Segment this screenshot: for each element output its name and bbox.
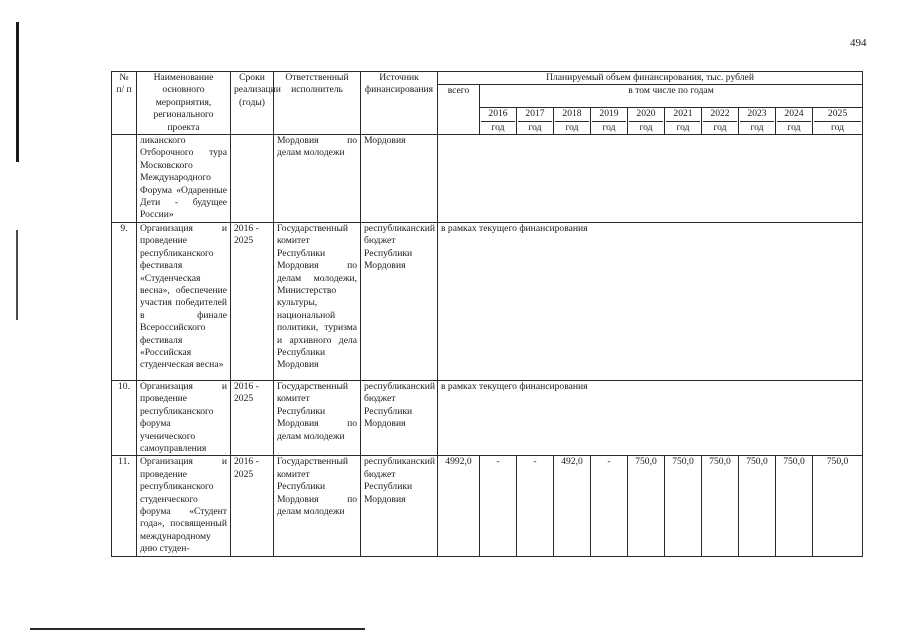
row-year-value: 750,0 [628, 456, 665, 556]
table-row-10 [112, 380, 863, 455]
year-number: 2019 [592, 108, 626, 121]
row-source: Мордовия [361, 135, 438, 223]
row-year-value: - [480, 456, 517, 556]
year-word: год [830, 121, 845, 133]
header-total: всего [438, 85, 480, 135]
row-source: республиканский бюджет Республики Мордовия [361, 222, 438, 380]
row-number [112, 135, 137, 223]
row-source: республиканский бюджет Республики Мордовия [361, 456, 438, 556]
year-number: 2023 [740, 108, 774, 121]
year-number: 2016 [481, 108, 515, 121]
year-number: 2020 [629, 108, 663, 121]
table-row-9 [112, 222, 863, 380]
row-total: 4992,0 [438, 456, 480, 556]
row-executor: Государственный комитет Республики Мордовия по делам молодежи, Министерство культуры, национальной политики, туризма и архивного дела Республики Мордовия [274, 222, 361, 380]
row-year-value: 750,0 [813, 456, 863, 556]
year-word: год [565, 121, 579, 133]
header-year [813, 108, 863, 135]
year-number: 2021 [666, 108, 700, 121]
header-source: Источник финансирования [361, 72, 438, 135]
row-year-value: 750,0 [665, 456, 702, 556]
row-year-value: 750,0 [776, 456, 813, 556]
row-executor: Государственный комитет Республики Мордовия по делам молодежи [274, 456, 361, 556]
year-number: 2024 [777, 108, 811, 121]
row-year-value: 750,0 [739, 456, 776, 556]
year-word: год [491, 121, 505, 133]
year-word: год [602, 121, 616, 133]
header-year [554, 108, 591, 135]
row-terms [231, 135, 274, 223]
year-word: год [713, 121, 727, 133]
header-year [480, 108, 517, 135]
row-executor: Мордовия по делам молодежи [274, 135, 361, 223]
header-year [517, 108, 554, 135]
header-year [702, 108, 739, 135]
row-source: республиканский бюджет Республики Мордовия [361, 380, 438, 455]
year-number: 2018 [555, 108, 589, 121]
row-name: ликанского Отборочного тура Московского Международного Форума «Одаренные Дети - будущее России» [137, 135, 231, 223]
row-year-value: - [591, 456, 628, 556]
header-row [112, 72, 863, 85]
footnote-rule [30, 628, 365, 630]
row-year-value: - [517, 456, 554, 556]
row-funding [438, 135, 863, 223]
row-number: 11. [112, 456, 137, 556]
row-name: Организация и проведение республиканского студенческого форума «Студент года», посвященный международному дню студен- [137, 456, 231, 556]
table-row-11 [112, 456, 863, 556]
header-funding: Планируемый объем финансирования, тыс. рублей [438, 72, 863, 85]
year-number: 2017 [518, 108, 552, 121]
row-executor: Государственный комитет Республики Мордовия по делам молодежи [274, 380, 361, 455]
header-by-years: в том числе по годам [480, 85, 863, 108]
header-executor: Ответственный исполнитель [274, 72, 361, 135]
row-number: 9. [112, 222, 137, 380]
scan-edge-mark [16, 22, 19, 162]
header-terms: Сроки реализации (годы) [231, 72, 274, 135]
header-no: № п/ п [112, 72, 137, 135]
table-row-continued [112, 135, 863, 223]
year-word: год [787, 121, 801, 133]
row-funding-note: в рамках текущего финансирования [438, 222, 863, 380]
year-number: 2025 [814, 108, 861, 121]
header-year [739, 108, 776, 135]
row-terms: 2016 - 2025 [231, 222, 274, 380]
row-number: 10. [112, 380, 137, 455]
year-word: год [639, 121, 653, 133]
row-year-value: 750,0 [702, 456, 739, 556]
header-name: Наименование основного мероприятия, регионального проекта [137, 72, 231, 135]
header-year [591, 108, 628, 135]
row-year-value: 492,0 [554, 456, 591, 556]
row-terms: 2016 - 2025 [231, 380, 274, 455]
header-year [665, 108, 702, 135]
page-number: 494 [850, 37, 867, 49]
row-terms: 2016 - 2025 [231, 456, 274, 556]
row-funding-note: в рамках текущего финансирования [438, 380, 863, 455]
year-word: год [676, 121, 690, 133]
scan-edge-mark [16, 230, 18, 320]
funding-plan-table [111, 71, 863, 557]
row-name: Организация и проведение республиканского форума ученического самоуправления [137, 380, 231, 455]
header-year [628, 108, 665, 135]
year-word: год [750, 121, 764, 133]
year-word: год [528, 121, 542, 133]
header-year [776, 108, 813, 135]
year-number: 2022 [703, 108, 737, 121]
row-name: Организация и проведение республиканского фестиваля «Студенческая весна», обеспечение участия победителей в финале Всероссийского фестиваля «Российская студенческая весна» [137, 222, 231, 380]
